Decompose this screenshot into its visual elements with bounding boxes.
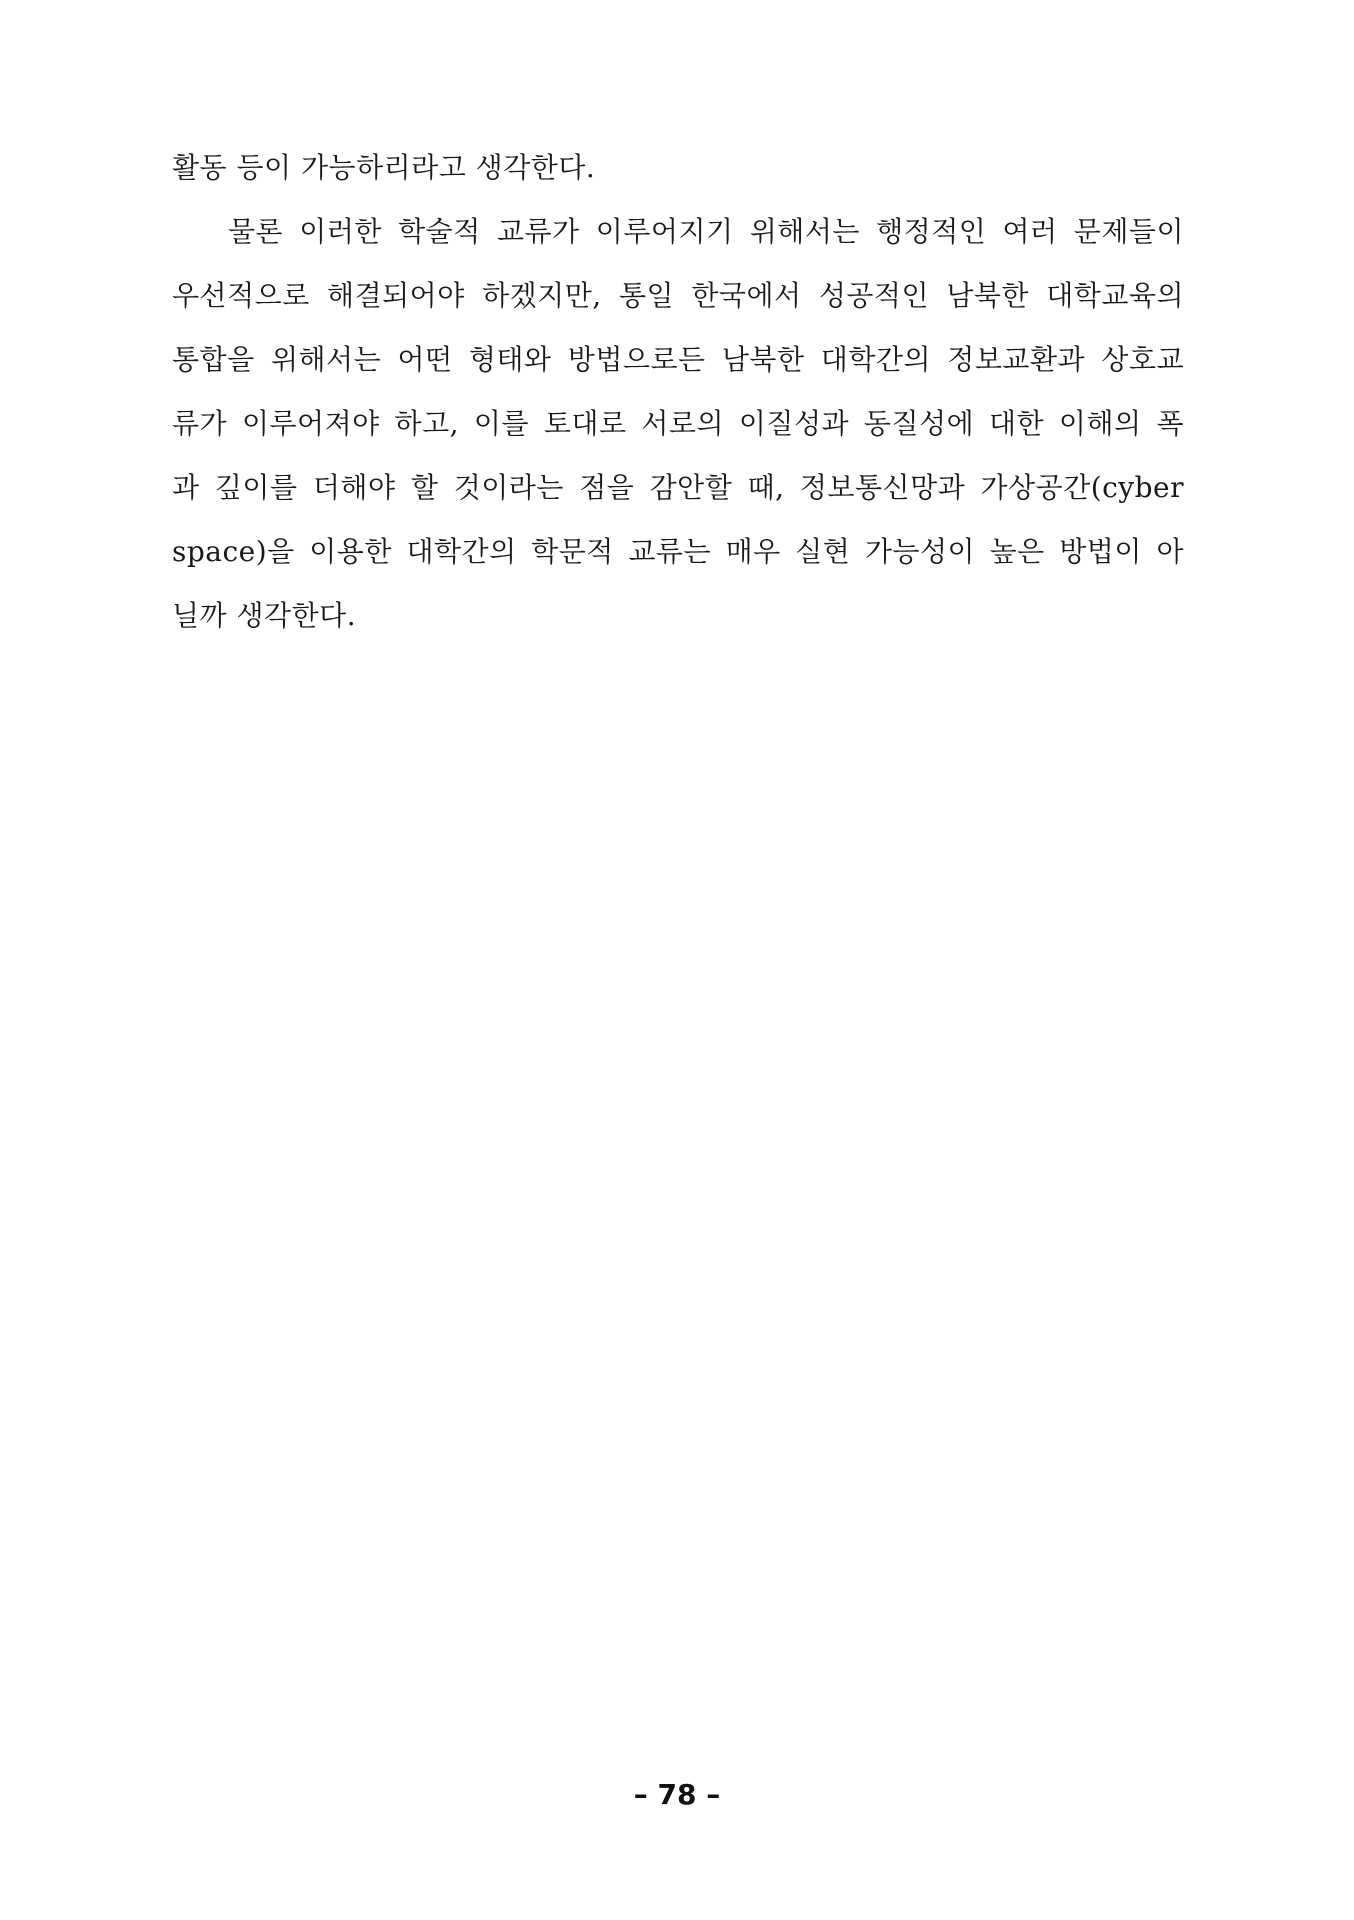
paragraph-2-line-6: space)을 이용한 대학간의 학문적 교류는 매우 실현 가능성이 높은 방법이 아 <box>172 535 1184 568</box>
paragraph-2-line-7: 닐까 생각한다. <box>172 599 357 632</box>
paragraph-2-line-2: 우선적으로 해결되어야 하겠지만, 통일 한국에서 성공적인 남북한 대학교육의 <box>172 279 1184 312</box>
paragraph-2-line-5: 과 깊이를 더해야 할 것이라는 점을 감안할 때, 정보통신망과 가상공간(cyber <box>172 471 1184 504</box>
paragraph-2-line-4: 류가 이루어져야 하고, 이를 토대로 서로의 이질성과 동질성에 대한 이해의 폭 <box>172 407 1184 440</box>
body-text <box>172 136 1184 648</box>
page-number: – 78 – <box>633 1778 721 1811</box>
paragraph-2-line-3: 통합을 위해서는 어떤 형태와 방법으로든 남북한 대학간의 정보교환과 상호교 <box>172 343 1184 376</box>
paragraph-2-line-1: 물론 이러한 학술적 교류가 이루어지기 위해서는 행정적인 여러 문제들이 <box>228 215 1184 248</box>
paragraph-1-line-1: 활동 등이 가능하리라고 생각한다. <box>172 151 596 184</box>
